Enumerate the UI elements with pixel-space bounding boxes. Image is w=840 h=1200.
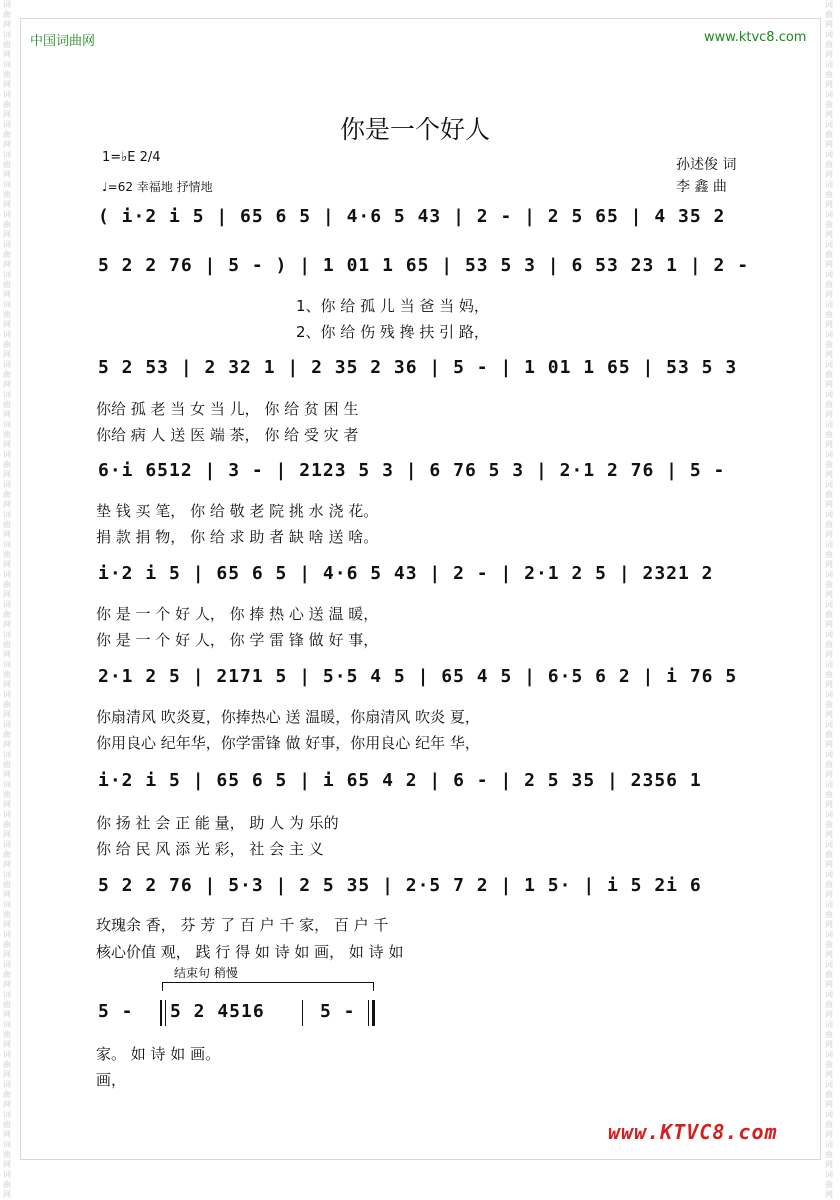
notation-line: 5 2 2 76 | 5 - ) | 1 01 1 65 | 53 5 3 | 6 53 23 1 | 2 - [98,255,750,276]
ending-bracket [162,982,374,991]
lyric-line-verse1: 你 是 一 个 好 人， 你 捧 热 心 送 温 暖， [96,605,379,623]
repeat-barline [160,1000,162,1026]
notation-line: ( i·2 i 5 | 65 6 5 | 4·6 5 43 | 2 - | 2 5 65 | 4 35 2 [98,206,726,227]
lyric-line-verse1: 你给 孤 老 当 女 当 儿， 你 给 贫 困 生 [96,400,359,418]
notation-line: 5 2 2 76 | 5·3 | 2 5 35 | 2·5 7 2 | 1 5· | i 5 2i 6 [98,875,702,896]
composer: 李 鑫 曲 [676,179,727,195]
site-url[interactable]: www.ktvc8.com [704,30,807,45]
repeat-barline [165,1000,166,1026]
notation-line: i·2 i 5 | 65 6 5 | i 65 4 2 | 6 - | 2 5 35 | 2356 1 [98,770,702,791]
lyric-line-verse1: 玫瑰余 香， 芬 芳 了 百 户 千 家， 百 户 千 [96,916,389,934]
key-signature: 1=♭E 2/4 [102,150,161,165]
notation-ending-c: 5 - [320,1001,356,1022]
lyric-line-verse2: 画， [96,1071,127,1089]
lyric-line-verse1: 垫 钱 买 笔， 你 给 敬 老 院 挑 水 浇 花。 [96,502,379,520]
side-watermark-right: 词曲网词曲网词曲网词曲网词曲网词曲网词曲网词曲网词曲网词曲网词曲网词曲网词曲网词曲网词曲网词曲网词曲网词曲网词曲网词曲网词曲网词曲网词曲网词曲网词曲网词曲网词曲网词曲网词曲网词曲网词曲网词曲网词曲网词曲网词曲网词曲网词曲网词曲网词曲网词曲网 [825,0,833,1199]
tempo-marking: ♩=62 幸福地 抒情地 [102,180,213,194]
lyric-line-verse1: 家。 如 诗 如 画。 [96,1045,221,1063]
lyric-line-verse2: 捐 款 捐 物， 你 给 求 助 者 缺 啥 送 啥。 [96,528,379,546]
side-watermark-left: 词曲网词曲网词曲网词曲网词曲网词曲网词曲网词曲网词曲网词曲网词曲网词曲网词曲网词曲网词曲网词曲网词曲网词曲网词曲网词曲网词曲网词曲网词曲网词曲网词曲网词曲网词曲网词曲网词曲网词曲网词曲网词曲网词曲网词曲网词曲网词曲网词曲网词曲网词曲网词曲网 [3,0,11,1199]
logo-text: www.KTVC8.com [608,1120,778,1144]
notation-line: i·2 i 5 | 65 6 5 | 4·6 5 43 | 2 - | 2·1 2 5 | 2321 2 [98,563,714,584]
lyric-line-verse1: 1、你 给 孤 儿 当 爸 当 妈， [296,297,489,315]
lyric-line-verse1: 你 扬 社 会 正 能 量， 助 人 为 乐的 [96,814,339,832]
barline [302,1000,303,1026]
ending-label: 结束句 稍慢 [174,966,238,980]
notation-ending-b: 5 2 4516 [170,1001,265,1022]
lyricist: 孙述俊 词 [676,157,737,173]
final-barline [372,1000,375,1026]
lyric-line-verse2: 你给 病 人 送 医 端 茶， 你 给 受 灾 者 [96,426,359,444]
lyric-line-verse2: 你 是 一 个 好 人， 你 学 雷 锋 做 好 事， [96,631,379,649]
notation-line: 2·1 2 5 | 2171 5 | 5·5 4 5 | 65 4 5 | 6·5 6 2 | i 76 5 [98,666,738,687]
lyric-line-verse2: 核心价值 观， 践 行 得 如 诗 如 画， 如 诗 如 [96,943,404,961]
notation-line: 5 2 53 | 2 32 1 | 2 35 2 36 | 5 - | 1 01 1 65 | 53 5 3 [98,357,738,378]
lyric-line-verse1: 你扇清风 吹炎夏，你捧热心 送 温暖，你扇清风 吹炎 夏， [96,708,480,726]
site-name[interactable]: 中国词曲网 [30,34,96,49]
final-barline [368,1000,369,1026]
lyric-line-verse2: 2、你 给 伤 残 搀 扶 引 路， [296,323,489,341]
notation-ending-a: 5 - [98,1001,134,1022]
lyric-line-verse2: 你 给 民 风 添 光 彩， 社 会 主 义 [96,840,324,858]
notation-line: 6·i 6512 | 3 - | 2123 5 3 | 6 76 5 3 | 2·1 2 76 | 5 - [98,460,726,481]
lyric-line-verse2: 你用良心 纪年华，你学雷锋 做 好事，你用良心 纪年 华， [96,734,480,752]
song-title: 你是一个好人 [340,115,491,144]
ktvc8-logo[interactable] [608,1120,778,1144]
